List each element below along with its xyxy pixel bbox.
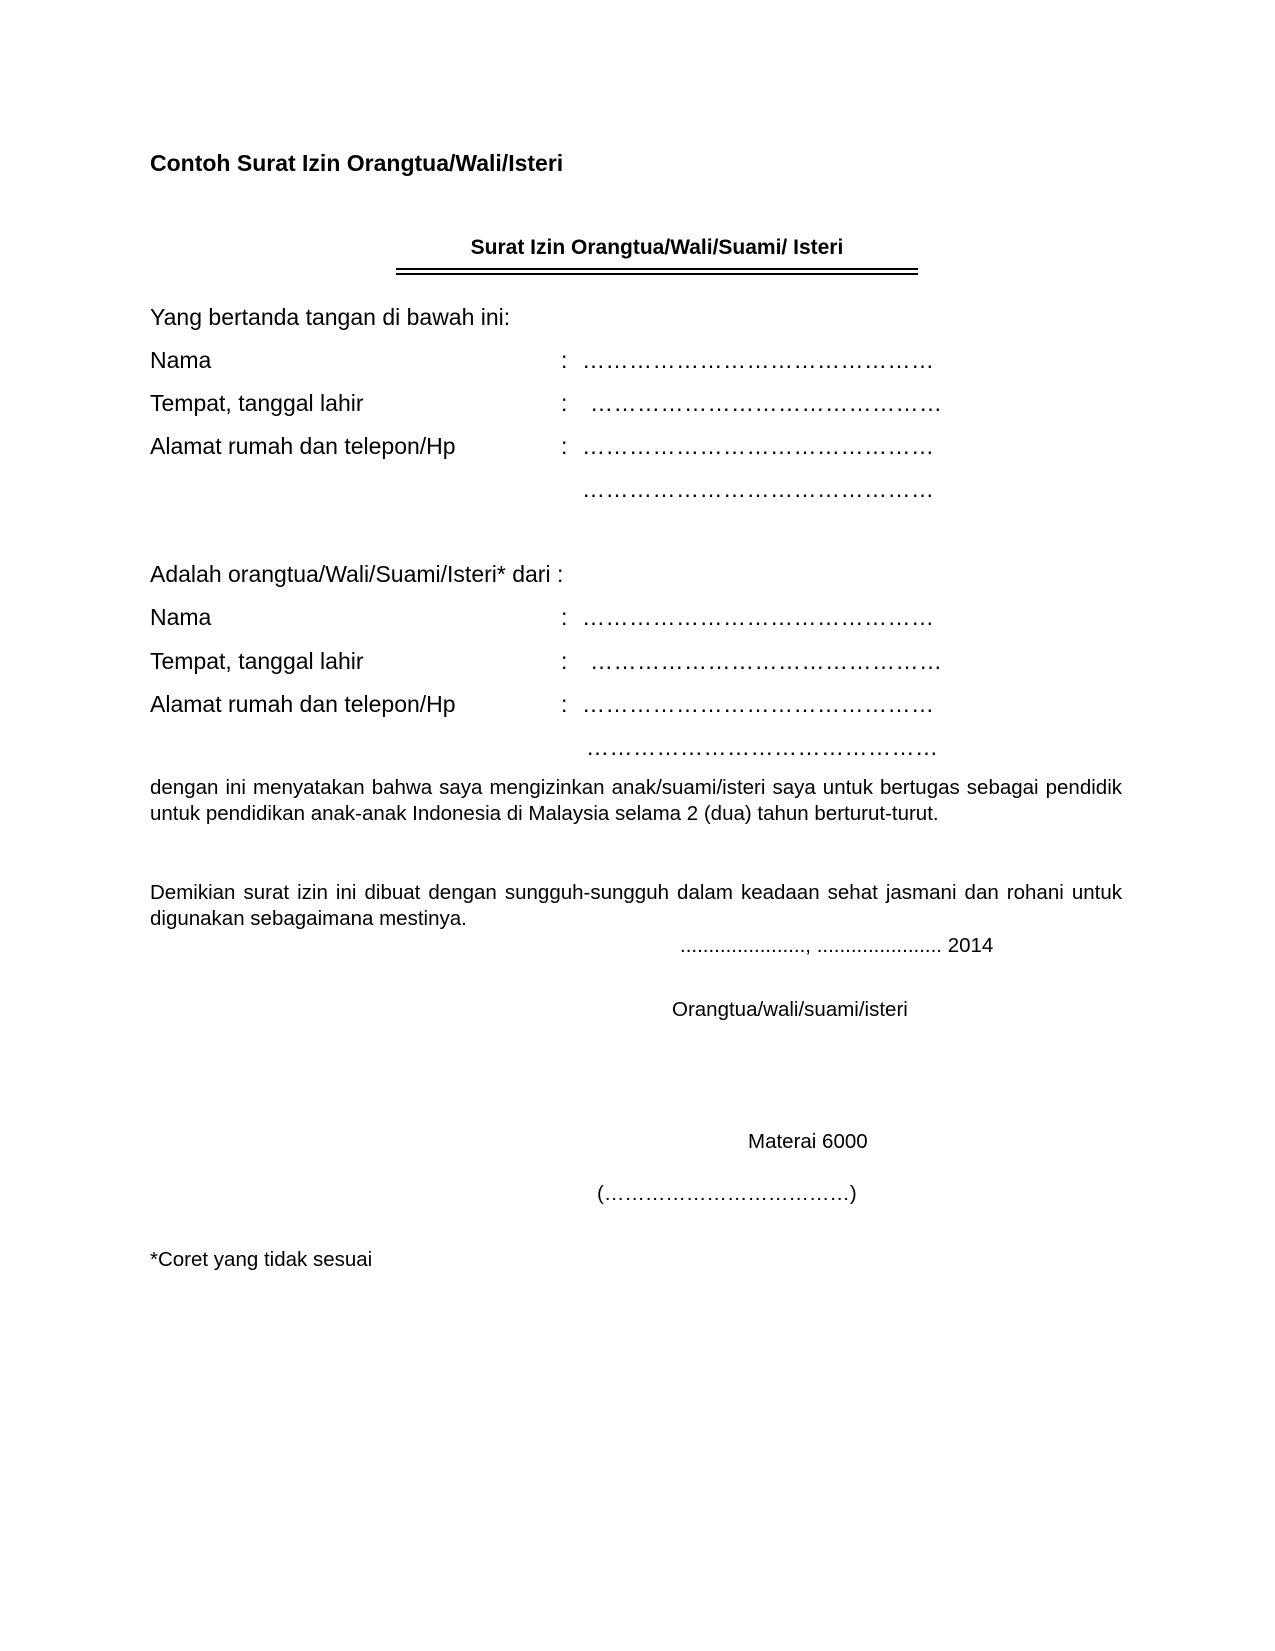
- section1-name-blank: ………………………………………: [582, 347, 935, 373]
- letter-title: Surat Izin Orangtua/Wali/Suami/ Isteri: [470, 236, 844, 259]
- section2-birth-colon: :: [561, 648, 568, 674]
- signature-line: (………………………………): [597, 1182, 857, 1205]
- section2-address-colon: :: [561, 691, 568, 717]
- statement-paragraph: dengan ini menyatakan bahwa saya mengizinkan anak/suami/isteri saya untuk bertugas sebagai pendidik untuk pendidikan anak-anak Indonesia di Malaysia selama 2 (dua) tahun berturut-turut.: [150, 776, 1122, 825]
- signer-role: Orangtua/wali/suami/isteri: [672, 998, 908, 1021]
- section2-name-label: Nama: [150, 604, 212, 630]
- section1-birth-blank: ………………………………………: [590, 390, 943, 416]
- section1-name-label: Nama: [150, 347, 212, 373]
- section1-address-blank-2: ………………………………………: [582, 476, 935, 502]
- section2-birth-label: Tempat, tanggal lahir: [150, 648, 364, 674]
- section1-intro: Yang bertanda tangan di bawah ini:: [150, 304, 511, 330]
- section2-address-blank-2: ………………………………………: [586, 734, 939, 760]
- section1-birth-colon: :: [561, 390, 568, 416]
- document-heading: Contoh Surat Izin Orangtua/Wali/Isteri: [150, 150, 564, 176]
- stamp-note: Materai 6000: [748, 1130, 868, 1153]
- section1-address-colon: :: [561, 433, 568, 459]
- section2-address-label: Alamat rumah dan telepon/Hp: [150, 691, 456, 717]
- date-line: ......................, ...................... 2014: [680, 934, 994, 957]
- section2-intro: Adalah orangtua/Wali/Suami/Isteri* dari :: [150, 561, 564, 587]
- footnote: *Coret yang tidak sesuai: [150, 1248, 373, 1271]
- section1-name-colon: :: [561, 347, 568, 373]
- title-double-underline: [396, 268, 918, 275]
- section2-name-colon: :: [561, 604, 568, 630]
- section2-name-blank: ………………………………………: [582, 604, 935, 630]
- closing-paragraph: Demikian surat izin ini dibuat dengan sungguh-sungguh dalam keadaan sehat jasmani dan rohani untuk digunakan sebagaimana mestinya.: [150, 881, 1122, 930]
- section2-address-blank: ………………………………………: [582, 691, 935, 717]
- section1-address-label: Alamat rumah dan telepon/Hp: [150, 433, 456, 459]
- section1-birth-label: Tempat, tanggal lahir: [150, 390, 364, 416]
- section2-birth-blank: ………………………………………: [590, 648, 943, 674]
- section1-address-blank: ………………………………………: [582, 433, 935, 459]
